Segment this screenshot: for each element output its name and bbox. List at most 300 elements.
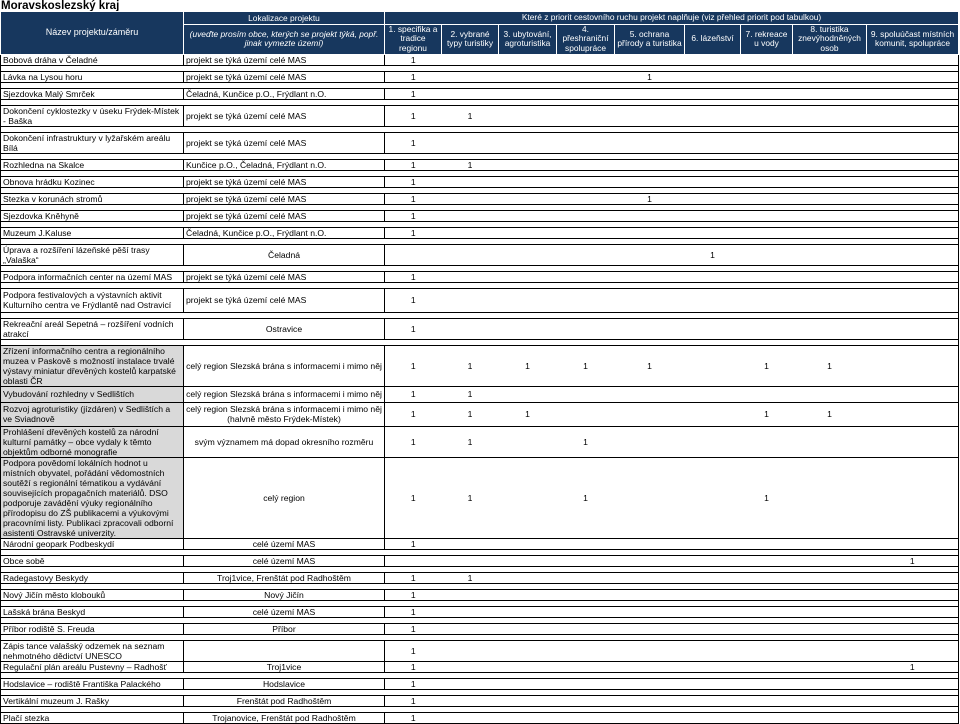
table-row — [1, 402, 959, 426]
priority-9-cell — [867, 426, 959, 457]
project-name-cell: Rekreační areál Sepetná – rozšíření vodních atrakcí — [1, 318, 184, 339]
priority-8-cell — [793, 623, 867, 634]
priority-5-cell — [615, 159, 685, 170]
priority-2-cell — [442, 71, 499, 82]
priority-6-cell — [685, 345, 741, 386]
table-row — [1, 695, 959, 706]
priority-7-cell — [741, 176, 793, 187]
location-cell: Hodslavice — [184, 678, 385, 689]
priority-6-cell — [685, 132, 741, 153]
priority-8-cell — [793, 695, 867, 706]
table-row — [1, 71, 959, 82]
priority-7-cell — [741, 71, 793, 82]
priority-1-cell: 1 — [385, 318, 442, 339]
priority-5-cell: 1 — [615, 71, 685, 82]
table-row — [1, 105, 959, 126]
location-cell: Troj1vice — [184, 661, 385, 672]
location-cell: projekt se týká území celé MAS — [184, 271, 385, 282]
priority-2-cell — [442, 132, 499, 153]
project-name-cell: Lašská brána Beskyd — [1, 606, 184, 617]
priority-8-cell — [793, 318, 867, 339]
priority-3-cell — [499, 88, 557, 99]
location-cell: projekt se týká území celé MAS — [184, 132, 385, 153]
priority-5-cell — [615, 271, 685, 282]
priority-2-cell — [442, 678, 499, 689]
priority-3-cell — [499, 105, 557, 126]
priority-9-cell — [867, 193, 959, 204]
priority-2-cell — [442, 54, 499, 65]
priority-8-cell — [793, 589, 867, 600]
table-row — [1, 640, 959, 661]
page-title: Moravskoslezský kraj — [1, 0, 120, 12]
priority-1-cell: 1 — [385, 386, 442, 402]
priority-1-cell: 1 — [385, 623, 442, 634]
location-cell: projekt se týká území celé MAS — [184, 105, 385, 126]
priority-2-cell: 1 — [442, 457, 499, 538]
priority-4-cell — [557, 88, 615, 99]
priority-8-cell — [793, 271, 867, 282]
priority-7-cell — [741, 88, 793, 99]
table-row — [1, 227, 959, 238]
priority-7-cell — [741, 661, 793, 672]
project-name-cell: Sjezdovka Malý Smrček — [1, 88, 184, 99]
priority-3-cell — [499, 193, 557, 204]
priority-4-cell — [557, 589, 615, 600]
priority-4-cell — [557, 555, 615, 566]
priority-5-cell — [615, 555, 685, 566]
priority-1-cell: 1 — [385, 193, 442, 204]
priority-1-cell: 1 — [385, 640, 442, 661]
priority-1-cell: 1 — [385, 661, 442, 672]
location-cell: svým významem má dopad okresního rozměru — [184, 426, 385, 457]
priority-2-cell — [442, 318, 499, 339]
priority-3-cell — [499, 176, 557, 187]
project-name-cell: Sjezdovka Kněhyně — [1, 210, 184, 221]
priority-9-cell — [867, 271, 959, 282]
location-cell: celý region Slezská brána s informacemi i mimo něj — [184, 345, 385, 386]
priority-9-cell — [867, 288, 959, 312]
priority-6-cell — [685, 572, 741, 583]
table-row — [1, 159, 959, 170]
priority-3-cell — [499, 210, 557, 221]
priority-4-cell — [557, 712, 615, 723]
table-row — [1, 457, 959, 538]
priority-7-cell — [741, 105, 793, 126]
priority-7-cell — [741, 318, 793, 339]
priority-9-cell — [867, 572, 959, 583]
priority-3-cell — [499, 71, 557, 82]
project-name-cell: Radegastovy Beskydy — [1, 572, 184, 583]
priority-3-cell — [499, 661, 557, 672]
priority-6-cell — [685, 227, 741, 238]
priority-8-cell — [793, 712, 867, 723]
priority-8-cell — [793, 538, 867, 549]
project-name-cell: Národní geopark Podbeskydí — [1, 538, 184, 549]
priority-3-cell — [499, 54, 557, 65]
priority-1-cell: 1 — [385, 88, 442, 99]
priority-4-cell — [557, 227, 615, 238]
project-name-cell: Obce sobě — [1, 555, 184, 566]
table-row — [1, 244, 959, 265]
priority-8-cell — [793, 227, 867, 238]
table-row — [1, 318, 959, 339]
table-row — [1, 623, 959, 634]
priority-3-cell — [499, 695, 557, 706]
priority-3-cell: 1 — [499, 402, 557, 426]
priority-3-cell — [499, 606, 557, 617]
priority-8-cell — [793, 426, 867, 457]
priority-2-cell — [442, 244, 499, 265]
priority-7-cell — [741, 288, 793, 312]
priority-2-cell: 1 — [442, 426, 499, 457]
priority-6-cell — [685, 457, 741, 538]
priority-1-cell: 1 — [385, 695, 442, 706]
project-name-cell: Zřízení informačního centra a regionálního muzea v Paskově s možností instalace trvalé výstavy miniatur dřevěných kostelů karpatské oblasti ČR — [1, 345, 184, 386]
priority-7-cell — [741, 244, 793, 265]
priority-9-cell — [867, 538, 959, 549]
priority-9-cell — [867, 176, 959, 187]
priority-7-cell — [741, 589, 793, 600]
priority-4-cell — [557, 402, 615, 426]
priority-4-cell — [557, 678, 615, 689]
priority-1-cell: 1 — [385, 227, 442, 238]
priority-1-cell: 1 — [385, 426, 442, 457]
priorities-table — [0, 11, 959, 724]
priority-3-cell — [499, 426, 557, 457]
header-priority-7: 7. rekreace u vody — [741, 24, 793, 54]
priority-2-cell — [442, 193, 499, 204]
location-cell: projekt se týká území celé MAS — [184, 54, 385, 65]
priority-6-cell — [685, 695, 741, 706]
priority-8-cell — [793, 572, 867, 583]
table-row — [1, 606, 959, 617]
priority-8-cell — [793, 210, 867, 221]
table-row — [1, 210, 959, 221]
priority-6-cell — [685, 555, 741, 566]
project-name-cell: Regulační plán areálu Pustevny – Radhošť — [1, 661, 184, 672]
project-name-cell: Podpora povědomí lokálních hodnot u místních obyvatel, pořádání vědomostních soutěží s regionální tématikou a vydávání souvisejících propagačních materiálů. DSO podporuje zavádění výuky regionálního přírodopisu do ZŠ publikacemi a výukovými pracovními listy. Publikaci zpracovali odborní asistenti Ostravské univerzity. — [1, 457, 184, 538]
priority-8-cell — [793, 288, 867, 312]
priority-8-cell — [793, 606, 867, 617]
location-cell: Čeladná, Kunčice p.O., Frýdlant n.O. — [184, 88, 385, 99]
priority-5-cell — [615, 457, 685, 538]
priority-2-cell — [442, 623, 499, 634]
location-cell: Troj1vice, Frenštát pod Radhoštěm — [184, 572, 385, 583]
header-priority-5: 5. ochrana přírody a turistika — [615, 24, 685, 54]
priority-2-cell: 1 — [442, 345, 499, 386]
table-row — [1, 271, 959, 282]
location-cell: Nový Jičín — [184, 589, 385, 600]
table-row — [1, 193, 959, 204]
priority-6-cell — [685, 426, 741, 457]
priority-2-cell — [442, 712, 499, 723]
location-cell: projekt se týká území celé MAS — [184, 176, 385, 187]
priority-9-cell — [867, 457, 959, 538]
priority-9-cell — [867, 318, 959, 339]
priority-8-cell — [793, 661, 867, 672]
priority-7-cell: 1 — [741, 457, 793, 538]
priority-4-cell — [557, 288, 615, 312]
priority-7-cell — [741, 193, 793, 204]
priority-7-cell — [741, 227, 793, 238]
priority-5-cell — [615, 661, 685, 672]
priority-8-cell: 1 — [793, 345, 867, 386]
priority-7-cell — [741, 572, 793, 583]
priority-4-cell — [557, 71, 615, 82]
location-cell: celý region Slezská brána s informacemi i mimo něj — [184, 386, 385, 402]
priority-9-cell — [867, 132, 959, 153]
location-cell: celý region Slezská brána s informacemi i mimo něj (halvně město Frýdek-Místek) — [184, 402, 385, 426]
priority-4-cell: 1 — [557, 426, 615, 457]
priority-5-cell — [615, 210, 685, 221]
priority-8-cell — [793, 105, 867, 126]
table-row — [1, 88, 959, 99]
location-cell — [184, 640, 385, 661]
priority-8-cell: 1 — [793, 402, 867, 426]
location-cell: Kunčice p.O., Čeladná, Frýdlant n.O. — [184, 159, 385, 170]
priority-6-cell — [685, 606, 741, 617]
project-name-cell: Nový Jičín město klobouků — [1, 589, 184, 600]
priority-5-cell — [615, 640, 685, 661]
priority-7-cell — [741, 54, 793, 65]
location-cell: Ostravice — [184, 318, 385, 339]
location-cell: projekt se týká území celé MAS — [184, 193, 385, 204]
header-location-note: (uveďte prosím obce, kterých se projekt týká, popř. jinak vymezte území) — [184, 24, 385, 54]
priority-9-cell — [867, 88, 959, 99]
project-name-cell: Zápis tance valašský odzemek na seznam nehmotného dědictví UNESCO — [1, 640, 184, 661]
priority-9-cell — [867, 227, 959, 238]
priority-9-cell: 1 — [867, 555, 959, 566]
priority-6-cell — [685, 640, 741, 661]
priority-2-cell — [442, 210, 499, 221]
priority-4-cell — [557, 54, 615, 65]
priority-5-cell — [615, 386, 685, 402]
table-row — [1, 538, 959, 549]
priority-4-cell: 1 — [557, 345, 615, 386]
table-row — [1, 54, 959, 65]
project-name-cell: Vybudování rozhledny v Sedlištích — [1, 386, 184, 402]
priority-5-cell — [615, 244, 685, 265]
priority-8-cell — [793, 640, 867, 661]
location-cell: celé území MAS — [184, 555, 385, 566]
location-cell: projekt se týká území celé MAS — [184, 288, 385, 312]
priority-5-cell: 1 — [615, 193, 685, 204]
priority-3-cell — [499, 227, 557, 238]
priority-2-cell — [442, 538, 499, 549]
priority-1-cell: 1 — [385, 71, 442, 82]
project-name-cell: Vertikální muzeum J. Rašky — [1, 695, 184, 706]
priority-4-cell — [557, 271, 615, 282]
priority-9-cell — [867, 640, 959, 661]
priority-6-cell — [685, 159, 741, 170]
priority-4-cell — [557, 623, 615, 634]
priority-2-cell — [442, 271, 499, 282]
location-cell: projekt se týká území celé MAS — [184, 71, 385, 82]
priority-3-cell — [499, 538, 557, 549]
priority-7-cell — [741, 640, 793, 661]
priority-3-cell — [499, 678, 557, 689]
priority-9-cell — [867, 71, 959, 82]
priority-6-cell — [685, 271, 741, 282]
priority-6-cell — [685, 88, 741, 99]
header-location: Lokalizace projektu — [184, 12, 385, 25]
priority-7-cell — [741, 271, 793, 282]
priority-8-cell — [793, 386, 867, 402]
priority-7-cell — [741, 678, 793, 689]
priority-4-cell — [557, 386, 615, 402]
priority-4-cell — [557, 210, 615, 221]
priority-3-cell — [499, 589, 557, 600]
priority-9-cell — [867, 623, 959, 634]
priority-9-cell — [867, 210, 959, 221]
priority-6-cell — [685, 288, 741, 312]
priority-3-cell: 1 — [499, 345, 557, 386]
priority-7-cell — [741, 555, 793, 566]
location-cell: projekt se týká území celé MAS — [184, 210, 385, 221]
table-row — [1, 132, 959, 153]
header-priority-1: 1. specifika a tradice regionu — [385, 24, 442, 54]
priority-3-cell — [499, 159, 557, 170]
location-cell: Trojanovice, Frenštát pod Radhoštěm — [184, 712, 385, 723]
location-cell: celé území MAS — [184, 606, 385, 617]
project-name-cell: Stezka v korunách stromů — [1, 193, 184, 204]
priority-5-cell — [615, 288, 685, 312]
priority-4-cell — [557, 318, 615, 339]
priority-1-cell — [385, 555, 442, 566]
project-name-cell: Podpora informačních center na území MAS — [1, 271, 184, 282]
priority-5-cell — [615, 318, 685, 339]
priority-1-cell: 1 — [385, 105, 442, 126]
priority-1-cell: 1 — [385, 606, 442, 617]
priority-4-cell: 1 — [557, 457, 615, 538]
header-priorities-title: Které z priorit cestovního ruchu projekt naplňuje (viz přehled priorit pod tabulkou) — [385, 12, 959, 25]
priority-8-cell — [793, 71, 867, 82]
priority-6-cell — [685, 538, 741, 549]
location-cell: Frenštát pod Radhoštěm — [184, 695, 385, 706]
table-row — [1, 176, 959, 187]
priority-7-cell — [741, 712, 793, 723]
location-cell: celé území MAS — [184, 538, 385, 549]
table-row — [1, 386, 959, 402]
priority-5-cell — [615, 678, 685, 689]
priority-6-cell — [685, 105, 741, 126]
priority-5-cell — [615, 712, 685, 723]
priority-6-cell — [685, 176, 741, 187]
priority-2-cell — [442, 288, 499, 312]
table-row — [1, 661, 959, 672]
priority-4-cell — [557, 572, 615, 583]
priority-1-cell: 1 — [385, 572, 442, 583]
table-row — [1, 712, 959, 723]
table-row — [1, 288, 959, 312]
priority-2-cell — [442, 555, 499, 566]
priority-8-cell — [793, 678, 867, 689]
priority-2-cell: 1 — [442, 402, 499, 426]
table-row — [1, 426, 959, 457]
priority-9-cell — [867, 695, 959, 706]
priority-3-cell — [499, 132, 557, 153]
priority-1-cell: 1 — [385, 271, 442, 282]
project-name-cell: Prohlášení dřevěných kostelů za národní kulturní památky – obce vydaly k těmto objektům odborné monografie — [1, 426, 184, 457]
priority-8-cell — [793, 193, 867, 204]
priority-1-cell: 1 — [385, 712, 442, 723]
priority-3-cell — [499, 712, 557, 723]
project-name-cell: Rozhledna na Skalce — [1, 159, 184, 170]
priority-5-cell — [615, 227, 685, 238]
priority-5-cell — [615, 88, 685, 99]
header-priority-3: 3. ubytování, agroturistika — [499, 24, 557, 54]
priority-2-cell — [442, 661, 499, 672]
priority-5-cell — [615, 105, 685, 126]
priority-3-cell — [499, 271, 557, 282]
priority-9-cell: 1 — [867, 661, 959, 672]
priority-6-cell: 1 — [685, 244, 741, 265]
table-row — [1, 678, 959, 689]
priority-2-cell — [442, 227, 499, 238]
priority-4-cell — [557, 244, 615, 265]
header-priority-8: 8. turistika znevýhodněných osob — [793, 24, 867, 54]
priority-1-cell: 1 — [385, 589, 442, 600]
priority-2-cell — [442, 589, 499, 600]
priority-7-cell — [741, 695, 793, 706]
priority-3-cell — [499, 623, 557, 634]
project-name-cell: Rozvoj agroturistiky (jízdáren) v Sedlištích a ve Sviadnově — [1, 402, 184, 426]
priority-3-cell — [499, 572, 557, 583]
priority-7-cell — [741, 210, 793, 221]
priority-6-cell — [685, 661, 741, 672]
priority-9-cell — [867, 345, 959, 386]
priority-8-cell — [793, 244, 867, 265]
priority-3-cell — [499, 244, 557, 265]
project-name-cell: Příbor rodiště S. Freuda — [1, 623, 184, 634]
header-priority-2: 2. vybrané typy turistiky — [442, 24, 499, 54]
table-body — [1, 54, 959, 723]
priority-7-cell — [741, 606, 793, 617]
priority-6-cell — [685, 402, 741, 426]
priority-4-cell — [557, 695, 615, 706]
priority-2-cell: 1 — [442, 572, 499, 583]
priority-7-cell — [741, 386, 793, 402]
priority-5-cell — [615, 176, 685, 187]
project-name-cell: Úprava a rozšíření lázeňské pěší trasy „Valaška“ — [1, 244, 184, 265]
project-name-cell: Plačí stezka — [1, 712, 184, 723]
project-name-cell: Podpora festivalových a výstavních aktivit Kulturního centra ve Frýdlantě nad Ostravicí — [1, 288, 184, 312]
priority-5-cell — [615, 695, 685, 706]
priority-2-cell — [442, 695, 499, 706]
priority-5-cell — [615, 54, 685, 65]
priority-9-cell — [867, 159, 959, 170]
priority-8-cell — [793, 176, 867, 187]
priority-2-cell — [442, 640, 499, 661]
priority-8-cell — [793, 88, 867, 99]
priority-1-cell: 1 — [385, 538, 442, 549]
header-priority-4: 4. přeshraniční spolupráce — [557, 24, 615, 54]
project-name-cell: Dokončení infrastruktury v lyžařském areálu Bílá — [1, 132, 184, 153]
priority-1-cell: 1 — [385, 457, 442, 538]
priority-9-cell — [867, 678, 959, 689]
location-cell: Příbor — [184, 623, 385, 634]
priority-2-cell: 1 — [442, 386, 499, 402]
location-cell: Čeladná — [184, 244, 385, 265]
header-priority-9: 9. spoluúčast místních komunit, spolupráce — [867, 24, 959, 54]
priority-3-cell — [499, 318, 557, 339]
priority-9-cell — [867, 244, 959, 265]
priority-8-cell — [793, 54, 867, 65]
priority-4-cell — [557, 606, 615, 617]
table-row — [1, 572, 959, 583]
priority-5-cell — [615, 132, 685, 153]
priority-1-cell: 1 — [385, 402, 442, 426]
